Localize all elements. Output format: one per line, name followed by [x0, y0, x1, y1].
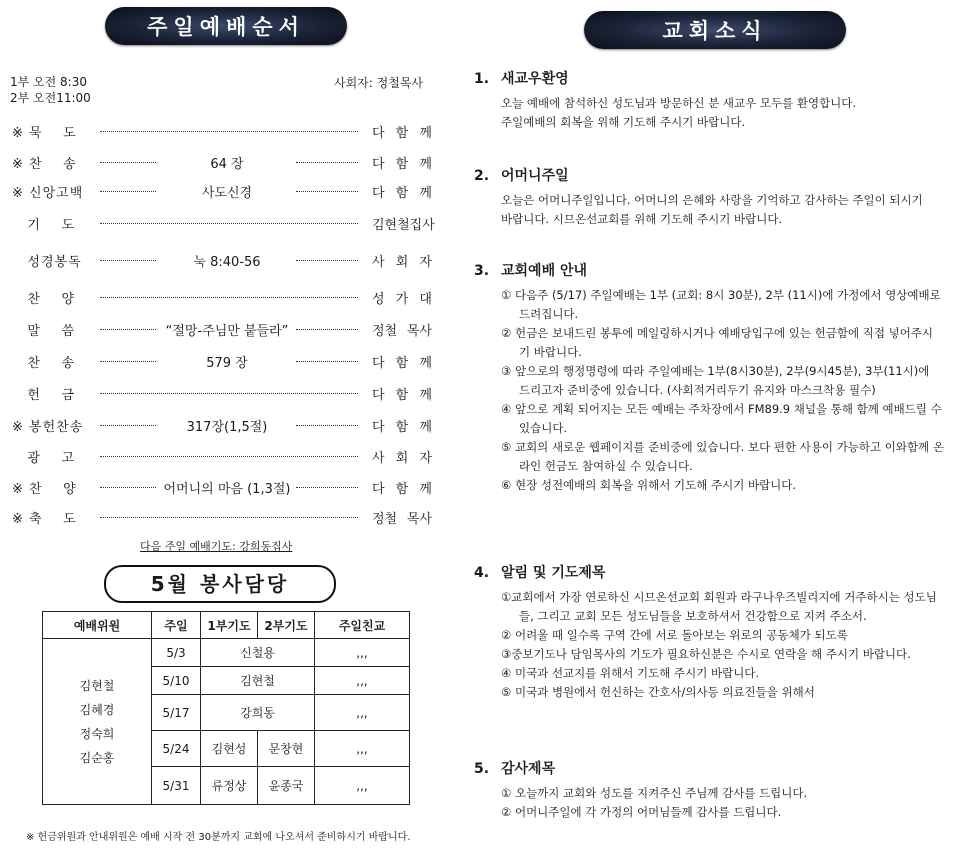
leader-dots — [100, 447, 358, 457]
leader-dots — [100, 508, 358, 518]
news-item: ①교회에서 가장 연로하신 시므온선교회 회원과 라구나우즈빌리지에 거주하시는 성도님들, 그리고 교회 모든 성도님들을 보호하셔서 건강함으로 지켜 주소서. — [501, 590, 937, 623]
order-item-responsible: 성 가 대 — [372, 292, 432, 307]
date-cell: 5/24 — [152, 731, 201, 767]
order-item-responsible: 다 함 께 — [372, 157, 432, 172]
order-item-label: 성경봉독 — [12, 255, 82, 270]
date-cell: 5/3 — [152, 639, 201, 667]
news-heading — [474, 165, 944, 185]
order-item — [12, 416, 432, 436]
order-item-label: ※ 찬 양 — [12, 482, 77, 497]
news-body — [474, 94, 944, 132]
order-item — [12, 251, 432, 271]
leader-dots — [100, 352, 156, 362]
news-item: ② 어려울 때 일수록 구역 간에 서로 돌아보는 위로의 공동체가 되도록 — [501, 628, 848, 642]
news-title: 교회예배 안내 — [501, 263, 588, 279]
order-item-label: ※ 축 도 — [12, 512, 77, 527]
news-item: ⑥ 현장 성전예배의 회복을 위해서 기도해 주시기 바랍니다. — [501, 478, 797, 492]
news-heading — [474, 562, 944, 582]
leader-dots — [100, 251, 156, 261]
church-news-title: 교회소식 — [584, 11, 846, 49]
order-item-responsible: 정철 목사 — [372, 512, 432, 527]
order-item-responsible: 다 함 께 — [372, 356, 432, 371]
order-item-responsible: 다 함 께 — [372, 186, 432, 201]
order-item — [12, 352, 432, 372]
order-item-responsible: 정철 목사 — [372, 324, 432, 339]
prayer2-cell: 문창현 — [258, 731, 315, 767]
news-title: 어머니주일 — [501, 168, 569, 184]
leader-dots — [100, 288, 358, 298]
order-item-responsible: 다 함 께 — [372, 482, 432, 497]
footnote: ※ 헌금위원과 안내위원은 예배 시작 전 30분까지 교회에 나오셔서 준비하시기 바랍니다. — [26, 832, 411, 843]
prayer-cell: 신철용 — [201, 639, 315, 667]
committee-member: 김현철 — [79, 678, 115, 693]
leader-dots — [296, 416, 358, 426]
order-item-label: 찬 송 — [12, 356, 76, 371]
news-body — [474, 588, 944, 702]
order-item — [12, 320, 432, 340]
news-section — [474, 562, 944, 702]
order-item-detail: 사도신경 — [201, 186, 253, 201]
news-number: 3. — [474, 263, 490, 279]
news-section — [474, 758, 944, 822]
order-item-detail: 317장(1,5절) — [186, 420, 268, 435]
news-item: ③ 앞으로의 행정명령에 따라 주일예배는 1부(8시30분), 2부(9시45분), 3부(11시)에 드리고자 준비중에 있습니다. (사회적거리두기 유지와 마스크착용 필수) — [501, 364, 930, 397]
leader-dots — [296, 352, 358, 362]
order-item — [12, 447, 432, 467]
leader-dots — [296, 320, 358, 330]
order-item — [12, 288, 432, 308]
news-item: ④ 미국과 선교지를 위해서 기도해 주시기 바랍니다. — [501, 666, 760, 680]
committee-member: 김순홍 — [79, 750, 115, 765]
leader-dots — [100, 384, 358, 394]
presider: 사회자: 정철목사 — [334, 76, 424, 90]
order-item-responsible: 다 함 께 — [372, 420, 432, 435]
order-item-label: 헌 금 — [12, 388, 76, 403]
service-times — [10, 74, 91, 106]
news-line: 오늘은 어머니주일입니다. 어머니의 은혜와 사랑을 기억하고 감사하는 주일이 되시기 — [501, 193, 923, 207]
date-cell: 5/10 — [152, 667, 201, 695]
order-item-responsible: 김현철집사 — [372, 218, 435, 233]
news-body — [474, 191, 944, 229]
duty-title: 5월 봉사담당 — [104, 565, 336, 603]
fellowship-cell: ,,, — [315, 731, 410, 767]
news-item: ⑤ 교회의 새로운 웹페이지를 준비중에 있습니다. 보다 편한 사용이 가능하고 이와함께 온라인 헌금도 참여하실 수 있습니다. — [501, 440, 944, 473]
duty-table — [42, 611, 410, 805]
news-line: 오늘 예배에 참석하신 성도님과 방문하신 분 새교우 모두를 환영합니다. — [501, 96, 857, 110]
order-item-detail: 64 장 — [210, 157, 244, 172]
news-item: ② 어머니주일에 각 가정의 어머님들께 감사를 드립니다. — [501, 805, 782, 819]
news-number: 5. — [474, 761, 490, 777]
news-item: ③중보기도나 담임목사의 기도가 필요하신분은 수시로 연락을 해 주시기 바랍니다. — [501, 647, 911, 661]
order-item-label: 말 씀 — [12, 324, 76, 339]
leader-dots — [296, 251, 358, 261]
date-cell: 5/17 — [152, 695, 201, 731]
leader-dots — [100, 153, 156, 163]
header-fellowship: 주일친교 — [315, 612, 410, 639]
order-item-responsible: 다 함 께 — [372, 126, 432, 141]
order-item-responsible: 사 회 자 — [372, 451, 432, 466]
news-line: 바랍니다. 시므온선교회를 위해 기도해 주시기 바랍니다. — [501, 212, 783, 226]
date-cell: 5/31 — [152, 767, 201, 805]
order-item-responsible: 다 함 께 — [372, 388, 432, 403]
order-item — [12, 122, 432, 142]
order-item-label: 찬 양 — [12, 292, 76, 307]
committee-member: 김혜경 — [79, 702, 115, 717]
order-item-detail: 어머니의 마음 (1,3절) — [163, 482, 291, 497]
prayer2-cell: 윤종국 — [258, 767, 315, 805]
news-body — [474, 286, 944, 495]
order-item-detail: “절망-주님만 붙들라” — [165, 324, 289, 339]
committee-member: 정숙희 — [79, 726, 115, 741]
prayer-cell: 강희동 — [201, 695, 315, 731]
news-heading — [474, 758, 944, 778]
prayer1-cell: 김현성 — [201, 731, 258, 767]
next-week-prayer: 다음 주일 예배기도: 강희동집사 — [140, 540, 293, 553]
news-item: ② 헌금은 보내드린 봉투에 메일링하시거나 예배당입구에 있는 헌금함에 직접 넣어주시기 바랍니다. — [501, 326, 934, 359]
leader-dots — [100, 182, 156, 192]
news-number: 1. — [474, 71, 490, 87]
order-item-label: 광 고 — [12, 451, 76, 466]
order-item — [12, 153, 432, 173]
leader-dots — [296, 478, 358, 488]
news-item: ⑤ 미국과 병원에서 헌신하는 간호사/의사등 의료진들을 위해서 — [501, 685, 815, 699]
news-item: ④ 앞으로 계획 되어지는 모든 예배는 주차장에서 FM89.9 채널을 통해 함께 예배드릴 수 있습니다. — [501, 402, 942, 435]
order-item — [12, 508, 432, 528]
duty-header-row — [43, 612, 410, 639]
order-item-responsible: 사 회 자 — [372, 255, 432, 270]
news-line: 주일예배의 회복을 위해 기도해 주시기 바랍니다. — [501, 115, 746, 129]
leader-dots — [100, 214, 358, 224]
order-item — [12, 214, 435, 234]
order-item-label: ※ 묵 도 — [12, 126, 77, 141]
leader-dots — [100, 320, 156, 330]
order-item — [12, 182, 432, 202]
fellowship-cell: ,,, — [315, 639, 410, 667]
news-section — [474, 260, 944, 495]
news-section — [474, 165, 944, 229]
table-row — [43, 639, 410, 667]
header-prayer2: 2부기도 — [258, 612, 315, 639]
header-prayer1: 1부기도 — [201, 612, 258, 639]
order-item-label: ※ 봉헌찬송 — [12, 420, 84, 435]
header-date: 주일 — [152, 612, 201, 639]
prayer-cell: 김현철 — [201, 667, 315, 695]
news-title: 새교우환영 — [501, 71, 569, 87]
service-time-2: 2부 오전11:00 — [10, 91, 91, 105]
leader-dots — [100, 478, 156, 488]
news-body — [474, 784, 944, 822]
news-heading — [474, 68, 944, 88]
news-heading — [474, 260, 944, 280]
fellowship-cell: ,,, — [315, 767, 410, 805]
prayer1-cell: 류정상 — [201, 767, 258, 805]
service-time-1: 1부 오전 8:30 — [10, 75, 87, 89]
order-item-detail: 눅 8:40-56 — [193, 255, 261, 270]
order-item-label: 기 도 — [12, 218, 76, 233]
order-of-worship-title: 주일예배순서 — [105, 7, 347, 45]
leader-dots — [296, 153, 358, 163]
news-item: ① 다음주 (5/17) 주일예배는 1부 (교회: 8시 30분), 2부 (11시)에 가정에서 영상예배로 드려집니다. — [501, 288, 941, 321]
news-number: 4. — [474, 565, 490, 581]
committee-cell — [43, 639, 152, 805]
leader-dots — [100, 122, 358, 132]
order-item — [12, 478, 432, 498]
news-item: ① 오늘까지 교회와 성도를 지켜주신 주님께 감사를 드립니다. — [501, 786, 808, 800]
news-number: 2. — [474, 168, 490, 184]
order-item-label: ※ 신앙고백 — [12, 186, 84, 201]
fellowship-cell: ,,, — [315, 695, 410, 731]
order-item-label: ※ 찬 송 — [12, 157, 77, 172]
order-item-detail: 579 장 — [206, 356, 248, 371]
news-title: 알림 및 기도제목 — [501, 565, 606, 581]
leader-dots — [100, 416, 156, 426]
news-section — [474, 68, 944, 132]
header-committee: 예배위원 — [43, 612, 152, 639]
news-title: 감사제목 — [501, 761, 556, 777]
fellowship-cell: ,,, — [315, 667, 410, 695]
leader-dots — [296, 182, 358, 192]
order-item — [12, 384, 432, 404]
